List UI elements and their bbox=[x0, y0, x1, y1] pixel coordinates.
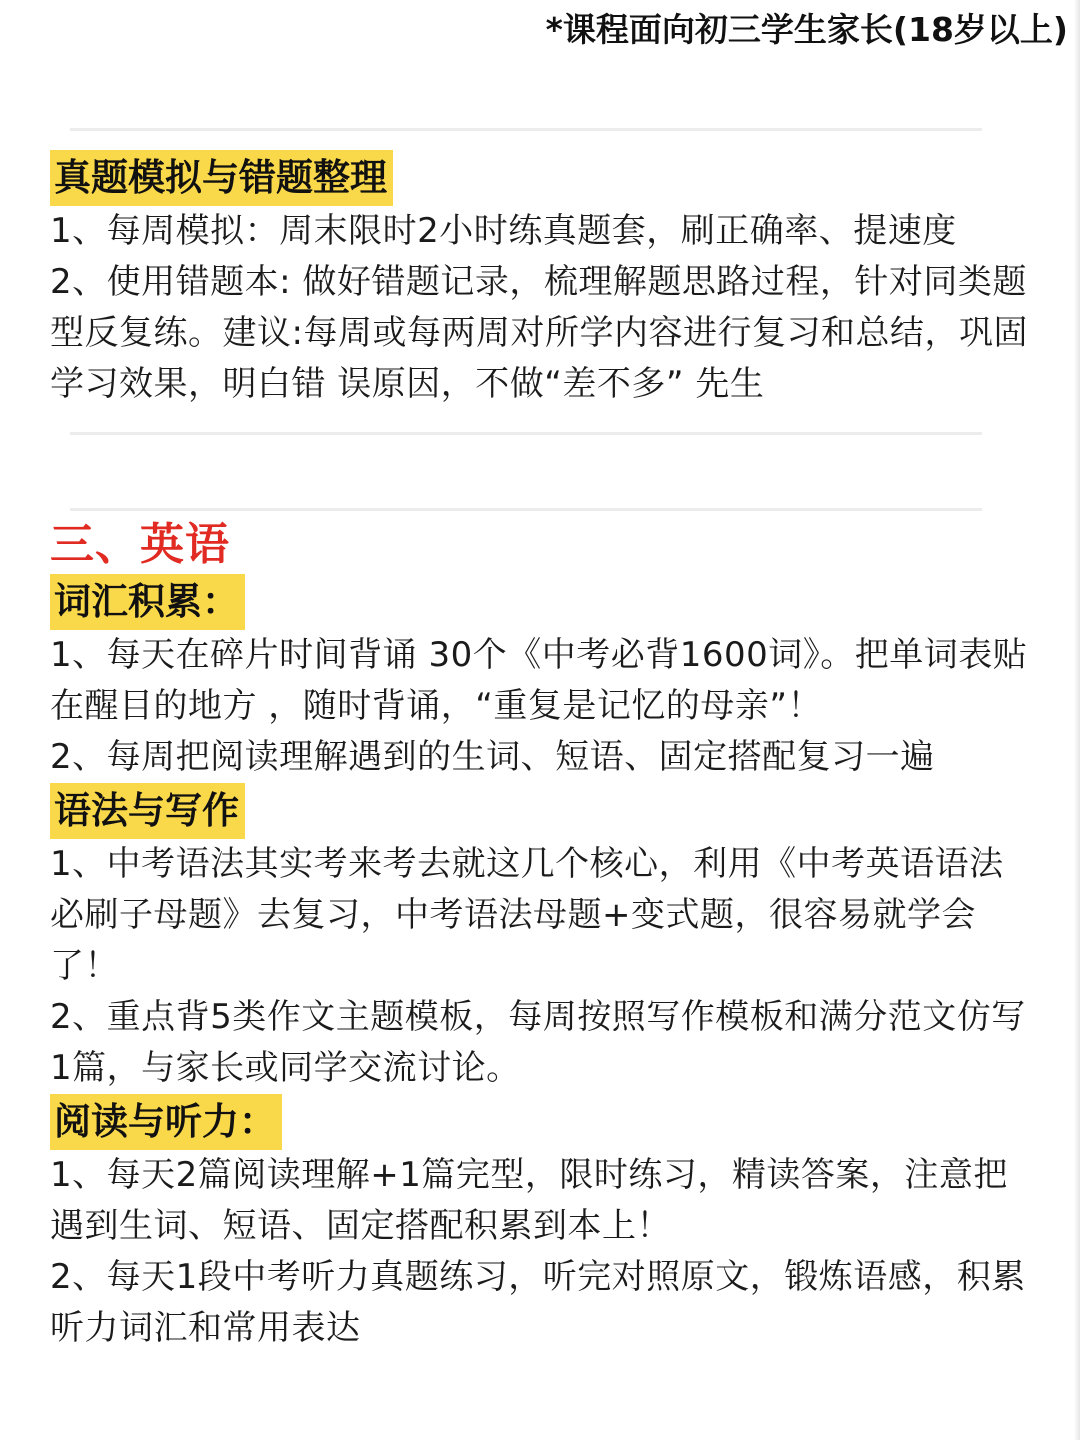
divider bbox=[70, 128, 982, 131]
subsection-heading: 语法与写作 bbox=[50, 783, 245, 839]
section-title: 三、英语 bbox=[50, 519, 230, 570]
list-item: 2、使用错题本: 做好错题记录，梳理解题思路过程，针对同类题型反复练。建议:每周或每两周对所学内容进行复习和总结，巩固学习效果，明白错 误原因，不做“差不多” 先生 bbox=[50, 262, 1028, 404]
section-heading: 真题模拟与错题整理 bbox=[50, 150, 393, 206]
list-item: 2、重点背5类作文主题模板，每周按照写作模板和满分范文仿写1篇，与家长或同学交流讨论。 bbox=[50, 997, 1026, 1088]
math-tail-section bbox=[50, 150, 1030, 410]
list-item: 1、每周模拟：周末限时2小时练真题套，刷正确率、提速度 bbox=[50, 211, 957, 251]
divider bbox=[70, 508, 982, 511]
audience-note: *课程面向初三学生家长(18岁以上) bbox=[545, 10, 1068, 49]
subsection-heading: 词汇积累： bbox=[50, 574, 245, 630]
list-item: 1、每天在碎片时间背诵 30个《中考必背1600词》。把单词表贴在醒目的地方 ，随时背诵，“重复是记忆的母亲”！ bbox=[50, 635, 1028, 726]
english-section bbox=[50, 516, 1030, 1354]
page-edge bbox=[1074, 0, 1080, 1440]
subsection-heading: 阅读与听力： bbox=[50, 1094, 282, 1150]
list-item: 2、每周把阅读理解遇到的生词、短语、固定搭配复习一遍 bbox=[50, 737, 935, 777]
divider bbox=[70, 432, 982, 435]
list-item: 2、每天1段中考听力真题练习，听完对照原文，锻炼语感，积累听力词汇和常用表达 bbox=[50, 1257, 1026, 1348]
list-item: 1、每天2篇阅读理解+1篇完型，限时练习，精读答案，注意把遇到生词、短语、固定搭配积累到本上！ bbox=[50, 1155, 1008, 1246]
list-item: 1、中考语法其实考来考去就这几个核心，利用《中考英语语法必刷子母题》去复习，中考语法母题+变式题，很容易就学会了！ bbox=[50, 844, 1004, 986]
